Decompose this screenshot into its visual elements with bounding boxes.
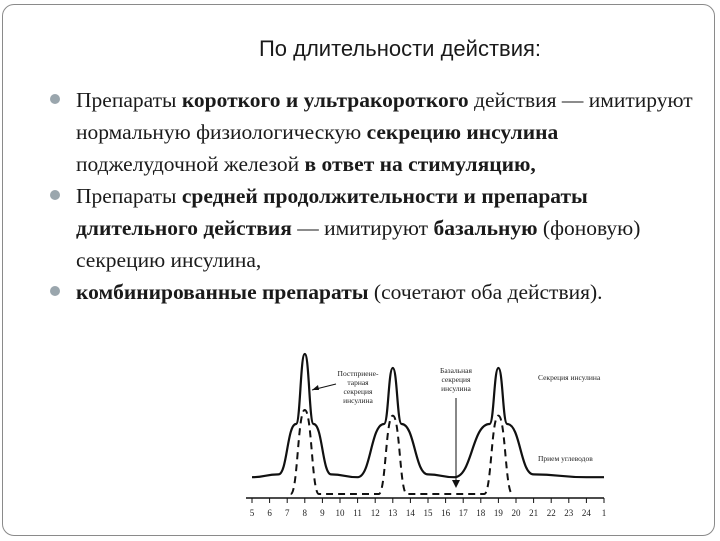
x-tick-label: 13 [388, 508, 398, 518]
text: (фоновую) секрецию инсулина, [76, 216, 641, 272]
text: Препараты [76, 184, 182, 208]
bold-text: базальную [433, 216, 538, 240]
x-tick-label: 22 [546, 508, 556, 518]
text: (сочетают оба действия). [368, 280, 603, 304]
x-tick-label: 24 [581, 508, 591, 518]
x-tick-label: 6 [267, 508, 272, 518]
x-tick-label: 9 [320, 508, 325, 518]
x-tick-label: 21 [529, 508, 539, 518]
text: действия — имитируют нормальную физиологическую [76, 88, 693, 144]
bold-text: средней продолжительности и препараты длительного действия [76, 184, 588, 240]
annotation-basal-text: секреция [441, 375, 471, 384]
x-tick-label: 5 [249, 508, 255, 518]
x-tick-label: 20 [511, 508, 521, 518]
bold-text: секрецию инсулина [366, 120, 559, 144]
x-tick-label: 11 [353, 508, 362, 518]
insulin-secretion-chart [238, 346, 610, 536]
bullet-dot-icon [50, 94, 60, 104]
x-tick-label: 23 [564, 508, 574, 518]
x-tick-label: 16 [441, 508, 451, 518]
annotation-postprandial-text: тарная [347, 378, 369, 387]
x-tick-label: 12 [370, 508, 380, 518]
annotation-basal-text: инсулина [441, 384, 471, 393]
x-tick-label: 15 [423, 508, 433, 518]
bullet-dot-icon [50, 286, 60, 296]
annotation-postprandial-text: секреция [343, 387, 373, 396]
x-tick-label: 1 [601, 508, 607, 518]
bullet-item [62, 180, 702, 276]
bullet-dot-icon [50, 190, 60, 200]
x-tick-label: 7 [284, 508, 290, 518]
x-tick-label: 8 [302, 508, 308, 518]
x-tick-label: 18 [476, 508, 486, 518]
text: поджелудочной железой [76, 152, 305, 176]
legend-item: Прием углеводов [538, 454, 593, 463]
slide-title: По длительности действия: [258, 36, 542, 61]
bullet-item [62, 84, 702, 180]
annotation-basal-text: Базальная [440, 366, 472, 375]
bold-text: в ответ на стимуляцию, [304, 152, 536, 176]
annotation-postprandial-text: инсулина [343, 396, 373, 405]
annotation-arrowhead-icon [312, 385, 319, 390]
annotation-postprandial-text: Постприене- [337, 369, 379, 378]
bold-text: короткого и ультракороткого [181, 88, 469, 112]
bold-text: комбинированные препараты [76, 280, 369, 304]
bullet-list [62, 84, 702, 308]
annotation-arrowhead-icon [452, 480, 460, 488]
x-tick-label: 10 [335, 508, 345, 518]
text: — имитируют [291, 216, 434, 240]
x-tick-label: 17 [458, 508, 468, 518]
x-tick-label: 14 [405, 508, 415, 518]
x-tick-label: 19 [493, 508, 503, 518]
insulin-secretion-svg [238, 346, 610, 536]
legend-item: Секреция инсулина [538, 373, 601, 382]
bullet-item [62, 276, 702, 308]
text: Препараты [76, 88, 182, 112]
